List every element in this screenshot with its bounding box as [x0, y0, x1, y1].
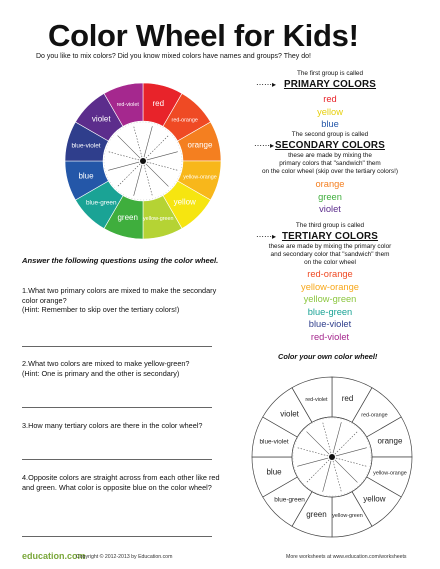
blank-color-wheel [252, 377, 412, 537]
wheel-segment-label: orange [187, 140, 213, 150]
wheel-segment-label: red [152, 99, 165, 109]
primary-color-item: red [323, 94, 337, 104]
tertiary-color-item: blue-green [307, 306, 353, 317]
tertiary-colors-list [250, 268, 410, 343]
page-subtitle: Do you like to mix colors? Did you know mixed colors have names and groups? They do! [36, 53, 311, 60]
color-wheel [65, 83, 221, 239]
question-text: 1.What two primary colors are mixed to make the secondary color orange? [22, 286, 217, 305]
tertiary-desc: and secondary color that "sandwich" them [270, 251, 390, 258]
tertiary-desc: these are made by mixing the primary color [268, 243, 392, 250]
education-logo: education.com [22, 551, 86, 561]
wheel-segment-label: blue-violet [259, 438, 289, 446]
questions-intro: Answer the following questions using the color wheel. [22, 256, 219, 265]
question-text: 4.Opposite colors are straight across from each other like red and green. What color is opposite blue on the color wheel? [22, 473, 220, 492]
wheel-segment-label: green [306, 509, 327, 519]
tertiary-color-item: red-orange [307, 269, 353, 279]
wheel-segment-label: red-orange [361, 412, 388, 419]
question-hint: (Hint: One is primary and the other is secondary) [22, 368, 180, 378]
answer-line[interactable] [22, 536, 212, 537]
secondary-heading: SECONDARY COLORS [275, 140, 385, 151]
wheel-segment-label: yellow-green [332, 512, 363, 519]
secondary-color-item: orange [315, 179, 345, 189]
wheel-segment-label: yellow-orange [183, 174, 217, 181]
wheel-segment-label: blue [78, 171, 94, 181]
arrow-icon: ⋯⋯▸ [256, 80, 277, 89]
tertiary-color-item: yellow-green [303, 294, 357, 304]
wheel-segment-label: violet [280, 409, 299, 419]
wheel-segment-label: red-violet [305, 397, 328, 404]
footer-more-link[interactable]: More worksheets at www.education.com/worksheets [286, 554, 407, 560]
own-wheel-title: Color your own color wheel! [278, 352, 378, 361]
tertiary-color-item: yellow-orange [301, 281, 359, 292]
wheel-segment-label: red [341, 394, 354, 404]
secondary-color-item: violet [319, 204, 341, 214]
arrow-icon: ⋯⋯▸ [256, 232, 277, 241]
question-4 [22, 473, 232, 492]
secondary-desc: these are made by mixing the [288, 152, 372, 159]
primary-color-item: blue [321, 119, 339, 129]
question-hint: (Hint: Remember to skip over the tertiary colors!) [22, 305, 180, 315]
primary-color-item: yellow [317, 106, 343, 117]
wheel-segment-label: yellow [363, 494, 386, 504]
tertiary-heading: TERTIARY COLORS [281, 231, 379, 242]
arrow-icon: ⋯⋯▸ [254, 141, 275, 150]
question-2 [22, 359, 232, 378]
tertiary-color-item: blue-violet [308, 319, 352, 329]
secondary-intro: The second group is called [291, 131, 369, 138]
tertiary-intro: The third group is called [295, 222, 365, 229]
page-title: Color Wheel for Kids! [48, 18, 359, 53]
wheel-segment-label: violet [91, 114, 111, 124]
wheel-segment-label: yellow-orange [373, 470, 407, 477]
tertiary-desc: on the color wheel [304, 259, 356, 266]
wheel-segment-label: blue-violet [71, 142, 101, 150]
answer-line[interactable] [22, 407, 212, 408]
answer-line[interactable] [22, 459, 212, 460]
wheel-segment-label: yellow-green [142, 215, 174, 222]
question-3 [22, 421, 232, 431]
secondary-color-item: green [318, 191, 342, 202]
wheel-segment-label: blue [266, 467, 282, 477]
secondary-desc: on the color wheel (skip over the tertiary colors!) [261, 168, 399, 175]
wheel-segment-label: red-orange [171, 117, 198, 124]
footer-copyright: Copyright © 2012-2013 by Education.com [76, 554, 173, 560]
wheel-segment-label: red-violet [116, 102, 139, 109]
question-text: 3.How many tertiary colors are there in the color wheel? [22, 421, 203, 430]
wheel-segment-label: orange [377, 436, 403, 446]
wheel-segment-label: blue-green [274, 496, 305, 504]
question-text: 2.What two colors are mixed to make yellow-green? [22, 359, 190, 368]
wheel-segment-label: yellow [173, 197, 196, 207]
wheel-segment-label: green [117, 212, 138, 222]
tertiary-color-item: red-violet [310, 331, 350, 342]
wheel-segment-label: blue-green [85, 199, 117, 207]
primary-intro: The first group is called [296, 70, 364, 77]
question-1 [22, 286, 232, 315]
secondary-colors-list [250, 178, 410, 216]
primary-colors-list [250, 93, 410, 131]
answer-line[interactable] [22, 346, 212, 347]
primary-heading: PRIMARY COLORS [283, 79, 377, 90]
secondary-desc: primary colors that "sandwich" them [279, 160, 381, 167]
